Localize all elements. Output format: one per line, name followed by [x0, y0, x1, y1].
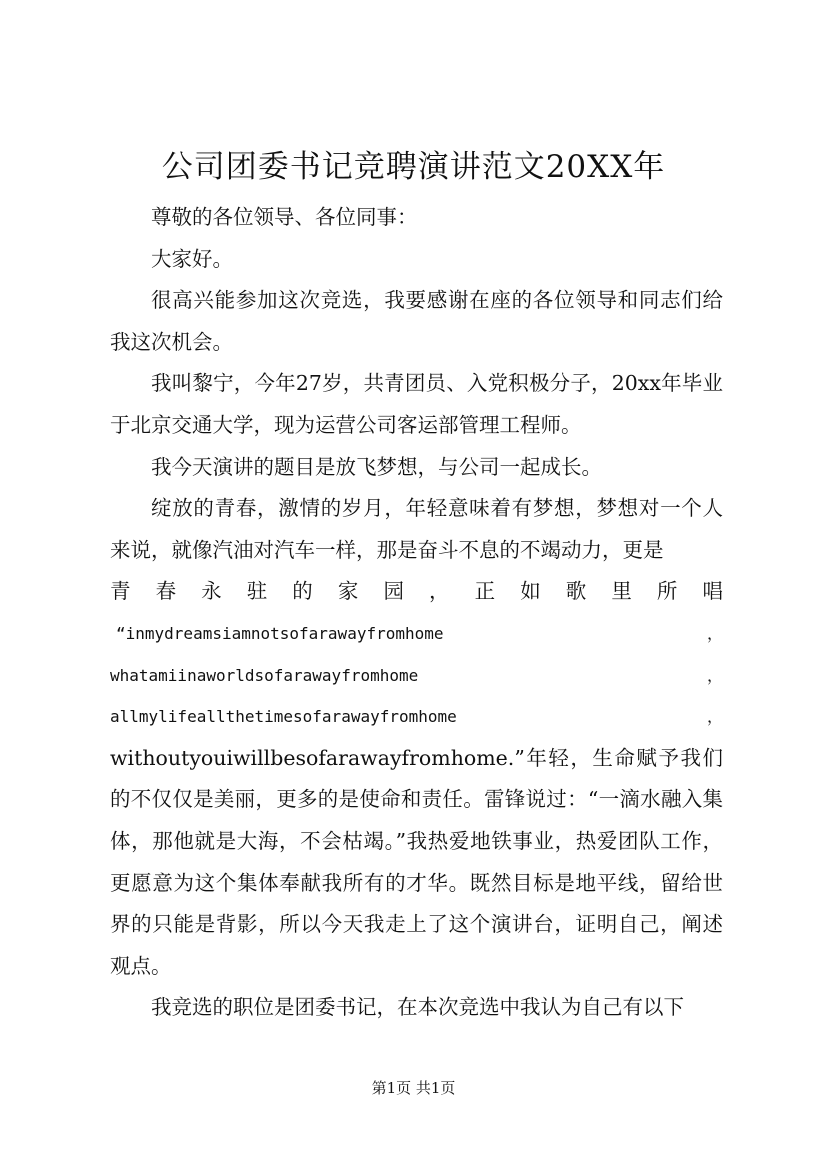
document-body — [110, 197, 723, 1029]
paragraph-greeting: 尊敬的各位领导、各位同事： — [151, 205, 418, 229]
page-number-footer: 第1页 共1页 — [371, 1079, 456, 1097]
lyric-text: allmylifeallthetimesofarawayfromhome — [110, 707, 457, 727]
paragraph-position: 我竞选的职位是团委书记，在本次竞选中我认为自己有以下 — [151, 995, 684, 1020]
lyric-line — [110, 696, 723, 738]
document-title: 公司团委书记竞聘演讲范文20XX年 — [161, 149, 666, 185]
paragraph-dream-spread-line: 青春永驻的家园，正如歌里所唱 — [110, 579, 723, 604]
paragraph-hello: 大家好。 — [151, 246, 233, 271]
lyric-comma: ， — [706, 665, 723, 685]
lyric-comma: ， — [706, 623, 723, 643]
lyric-line — [110, 613, 723, 655]
paragraph-topic: 我今天演讲的题目是放飞梦想，与公司一起成长。 — [151, 454, 602, 479]
paragraph-dream-part1: 绽放的青春，激情的岁月，年轻意味着有梦想，梦想对一个人来说，就像汽油对汽车一样，那是奋斗不息的不竭动力，更是 — [110, 496, 723, 562]
paragraph-introduction: 我叫黎宁，今年27岁，共青团员、入党积极分子，20xx年毕业于北京交通大学，现为运营公司客运部管理工程师。 — [110, 371, 723, 437]
paragraph-thanks: 很高兴能参加这次竞选，我要感谢在座的各位领导和同志们给我这次机会。 — [110, 288, 723, 354]
lyric-text: “inmydreamsiamnotsofarawayfromhome — [116, 623, 444, 643]
lyric-line — [110, 655, 723, 697]
lyric-comma: ， — [706, 707, 723, 727]
lyric-text: whatamiinaworldsofarawayfromhome — [110, 665, 419, 685]
paragraph-dream-part2: withoutyouiwillbesofarawayfromhome.”年轻，生命赋予我们的不仅仅是美丽，更多的是使命和责任。雷锋说过：“一滴水融入集体，那他就是大海，不会枯竭。”我热爱地铁事业，热爱团队工作，更愿意为这个集体奉献我所有的才华。既然目标是地平线，留给世界的只能是背影，所以今天我走上了这个演讲台，证明自己，阐述观点。 — [110, 745, 723, 978]
